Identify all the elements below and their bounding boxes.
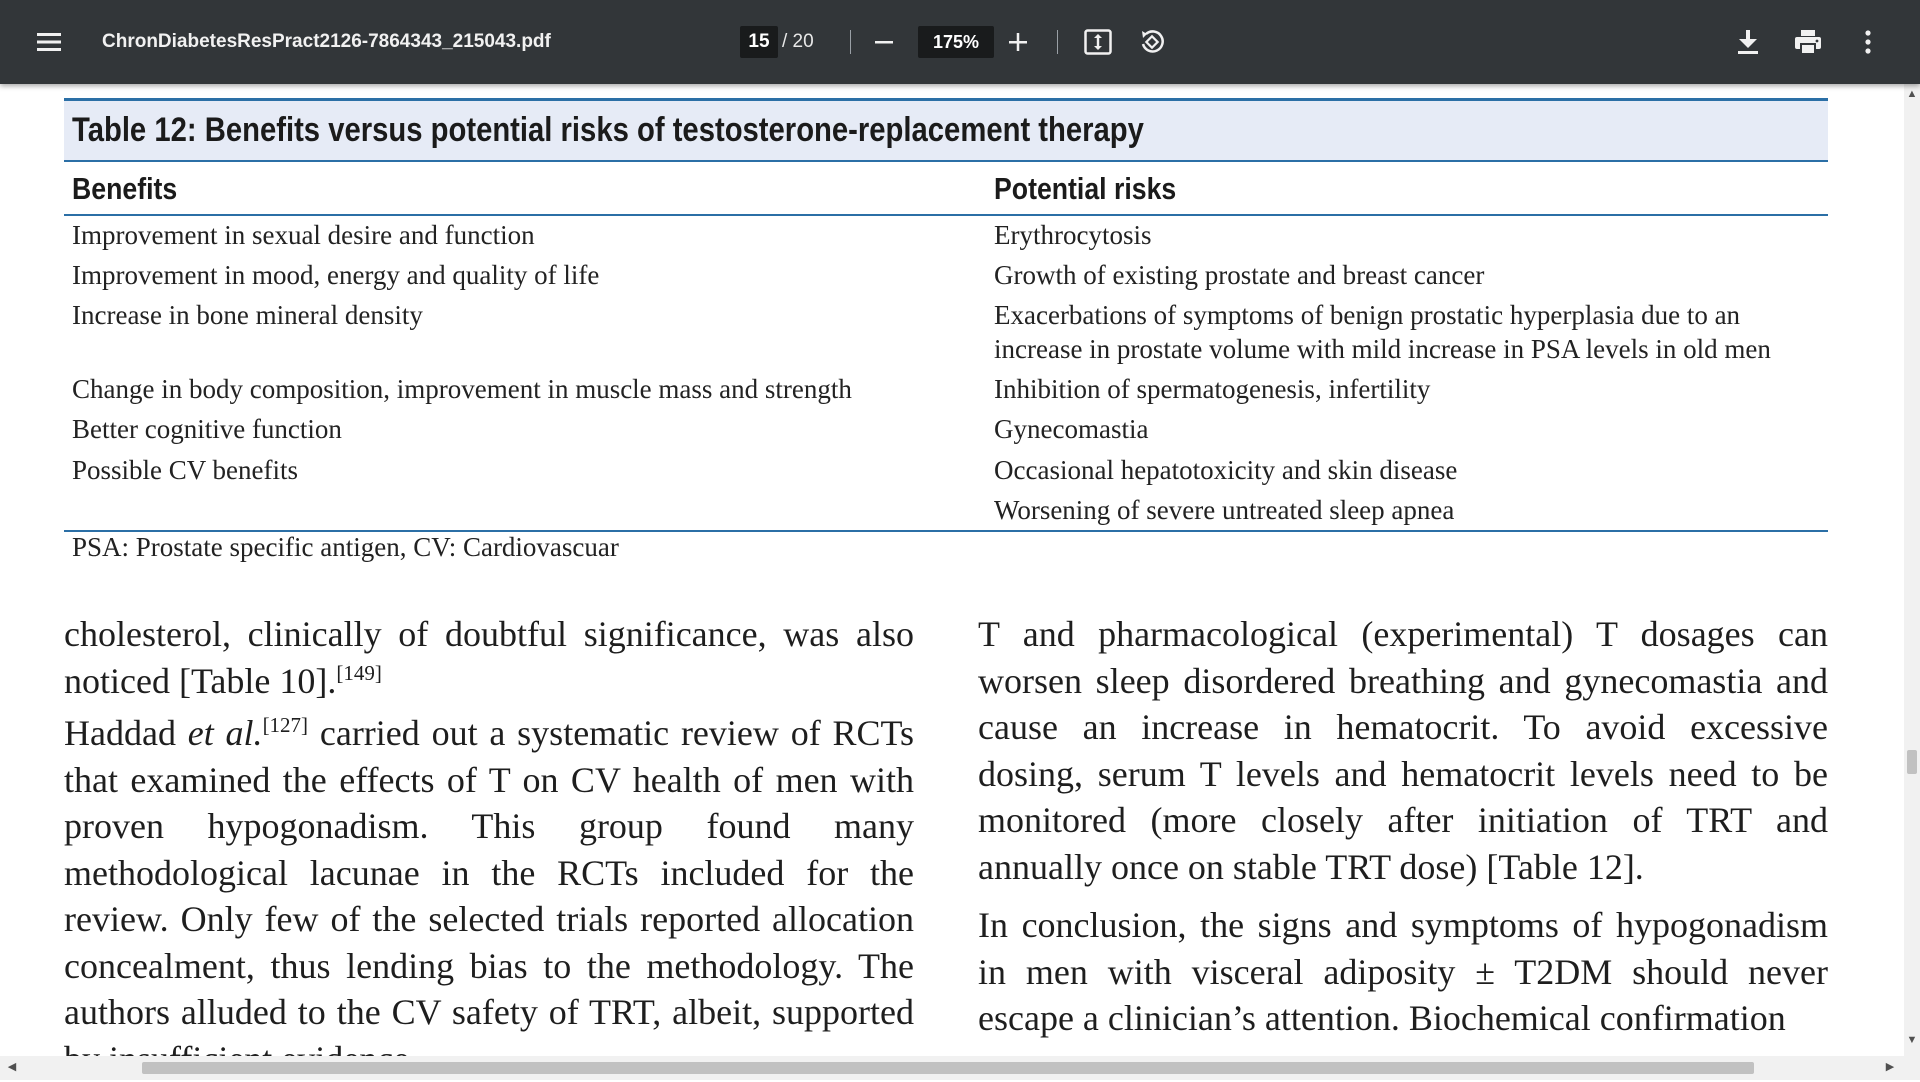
plus-icon — [1008, 32, 1028, 52]
scrollbar-corner — [1904, 1056, 1920, 1080]
table-cell-risk: increase in prostate volume with mild increase in PSA levels in old men — [994, 334, 1771, 364]
citation-ref: [127] — [262, 713, 309, 737]
zoom-in-button[interactable] — [998, 22, 1038, 62]
download-button[interactable] — [1728, 22, 1768, 62]
zoom-out-button[interactable] — [864, 22, 904, 62]
fit-to-page-button[interactable] — [1078, 22, 1118, 62]
horizontal-scrollbar[interactable] — [0, 1056, 1904, 1080]
scroll-up-icon[interactable]: ▲ — [1906, 88, 1918, 100]
print-icon — [1794, 29, 1822, 55]
minus-icon — [874, 32, 894, 52]
et-al-text: et al. — [187, 713, 263, 753]
more-vert-icon — [1864, 30, 1872, 54]
document-title: ChronDiabetesResPract2126-7864343_215043.pdf — [102, 31, 551, 52]
pdf-page-view[interactable] — [0, 84, 1904, 1056]
zoom-level-input[interactable]: 175% — [918, 26, 994, 58]
scroll-left-icon[interactable]: ◀ — [7, 1061, 17, 1073]
table-cell-risk: Worsening of severe untreated sleep apnea — [994, 495, 1455, 525]
pdf-toolbar — [0, 0, 1920, 84]
table-cell-benefit: Change in body composition, improvement in muscle mass and strength — [72, 374, 852, 404]
print-button[interactable] — [1788, 22, 1828, 62]
vertical-scrollbar[interactable] — [1904, 84, 1920, 1056]
paragraph-text: Haddad — [64, 713, 188, 753]
fit-page-icon — [1084, 29, 1112, 55]
table-cell-benefit: Improvement in sexual desire and function — [72, 220, 535, 250]
vertical-scroll-thumb[interactable] — [1907, 750, 1917, 774]
table-cell-benefit: Possible CV benefits — [72, 455, 299, 485]
table-footnote: PSA: Prostate specific antigen, CV: Cardiovascuar — [72, 532, 619, 562]
table-cell-risk: Occasional hepatotoxicity and skin disease — [994, 455, 1458, 485]
table-cell-risk: Inhibition of spermatogenesis, infertility — [994, 374, 1431, 404]
rotate-button[interactable] — [1132, 22, 1172, 62]
table-cell-benefit: Increase in bone mineral density — [72, 300, 423, 330]
menu-icon — [37, 32, 63, 52]
toolbar-divider — [850, 30, 851, 54]
paragraph-text: In conclusion, the signs and symptoms of hypogonadism in men with visceral adiposity ± T2DM should never escape a clinician’s attention. Biochemical confirmation — [978, 905, 1828, 1038]
scroll-down-icon[interactable]: ▼ — [1906, 1034, 1918, 1046]
body-paragraph — [64, 611, 914, 704]
table-title: Table 12: Benefits versus potential risks of testosterone-replacement therapy — [72, 111, 1144, 149]
rotate-icon — [1138, 28, 1166, 56]
citation-ref: [149] — [336, 660, 382, 685]
paragraph-text: cholesterol, clinically of doubtful significance, was also noticed [Table 10]. — [64, 614, 914, 701]
table-rule — [64, 214, 1828, 216]
column-header-risks: Potential risks — [994, 171, 1177, 206]
toolbar-divider — [1057, 30, 1058, 54]
page-number-input[interactable]: 15 — [740, 26, 778, 58]
body-paragraph — [64, 710, 914, 1082]
paragraph-text: T and pharmacological (experimental) T dosages can worsen sleep disordered breathing and gynecomastia and cause an increase in hematocrit. To avoid excessive dosing, serum T levels and hematocrit levels need to be monitored (more closely after initiation of TRT and annually once on stable TRT dose) [Table 12]. — [978, 614, 1828, 887]
body-paragraph — [978, 611, 1828, 890]
horizontal-scroll-thumb[interactable] — [142, 1062, 1754, 1074]
table-cell-benefit: Improvement in mood, energy and quality of life — [72, 260, 600, 290]
table-title-band — [64, 98, 1828, 162]
download-icon — [1736, 29, 1760, 55]
menu-button[interactable] — [30, 22, 70, 62]
table-cell-benefit: Better cognitive function — [72, 414, 342, 444]
table-cell-risk: Gynecomastia — [994, 414, 1149, 444]
table-cell-risk: Exacerbations of symptoms of benign prostatic hyperplasia due to an — [994, 300, 1741, 330]
body-paragraph — [978, 902, 1828, 1042]
table-cell-risk: Erythrocytosis — [994, 220, 1152, 250]
column-header-benefits: Benefits — [72, 171, 178, 206]
page-total: / 20 — [782, 31, 814, 52]
table-cell-risk: Growth of existing prostate and breast cancer — [994, 260, 1485, 290]
paragraph-text: carried out a systematic review of RCTs that examined the effects of T on CV health of men with proven hypogonadism. This group found many methodological lacunae in the RCTs included for the review. Only few of the selected trials reported allocation concealment, thus lending bias to the methodology. The authors alluded to the CV safety of TRT, albeit, supported — [64, 713, 914, 1032]
scroll-right-icon[interactable]: ▶ — [1885, 1061, 1895, 1073]
more-actions-button[interactable] — [1848, 22, 1888, 62]
